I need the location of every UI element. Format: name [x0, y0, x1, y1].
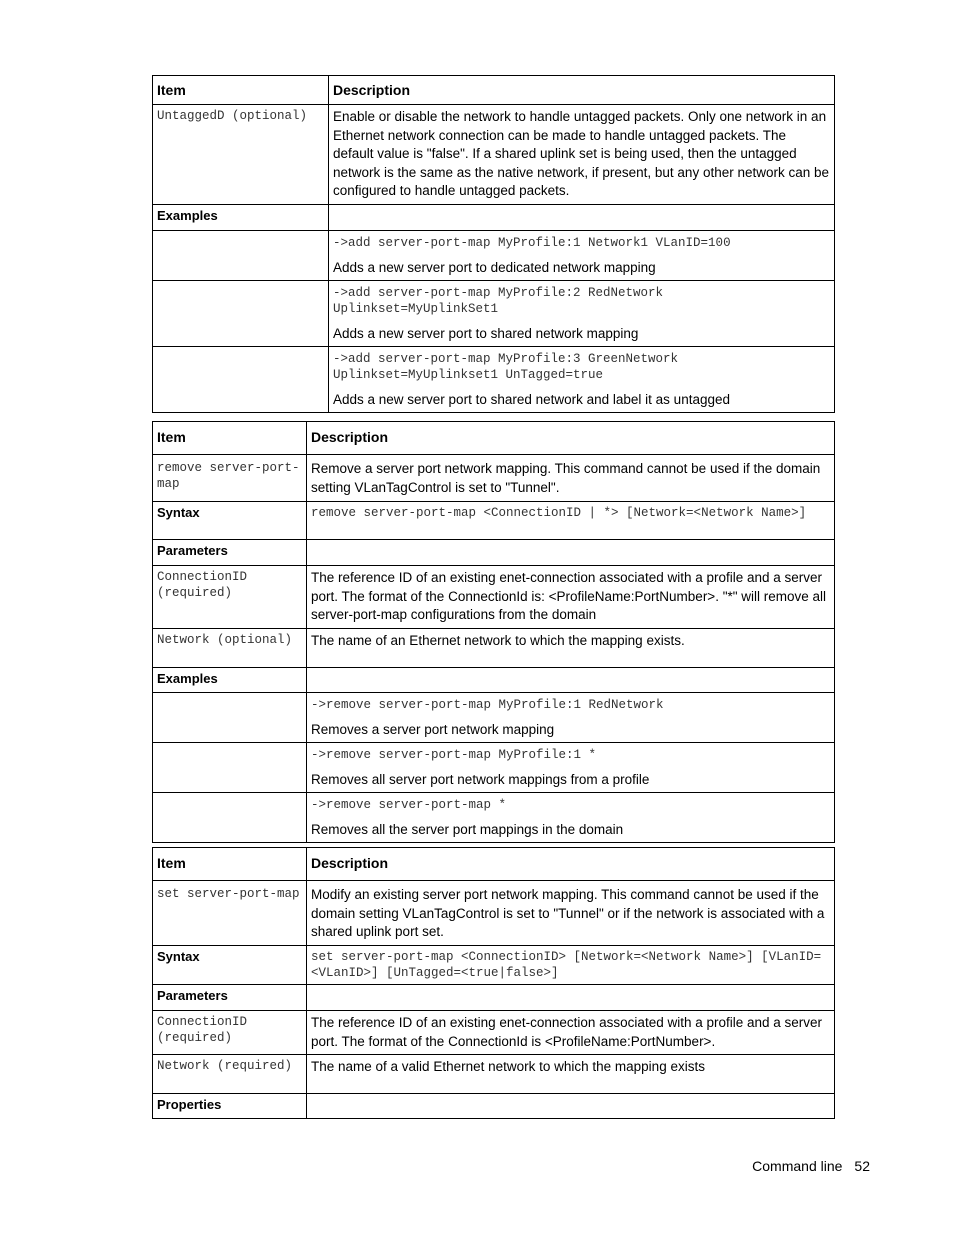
footer-section: Command line [752, 1158, 843, 1174]
param-name: ConnectionID (required) [157, 570, 248, 600]
param-row [153, 566, 835, 629]
param-description: The reference ID of an existing enet-connection associated with a profile and a server port. The format of the ConnectionId is: <ProfileName:PortNumber>. "*" will remove all server-port-map configurations from the domain [311, 570, 827, 622]
page-footer [740, 1158, 870, 1174]
table-header-row [153, 848, 835, 881]
parameters-label: Parameters [153, 985, 307, 1011]
param-row [153, 1055, 835, 1094]
syntax-label: Syntax [153, 502, 307, 540]
command-name: remove server-port-map [157, 461, 300, 491]
syntax-label: Syntax [153, 946, 307, 985]
param-name: UntaggedD (optional) [157, 109, 308, 123]
example-description: Adds a new server port to dedicated network mapping [333, 260, 656, 275]
table-row [153, 1094, 835, 1119]
param-row [153, 1011, 835, 1055]
example-row [153, 742, 835, 792]
example-description: Adds a new server port to shared network and label it as untagged [333, 392, 730, 407]
param-name: ConnectionID (required) [157, 1015, 248, 1045]
param-description: The name of a valid Ethernet network to which the mapping exists [311, 1059, 705, 1074]
example-row [153, 281, 835, 347]
header-description: Description [307, 422, 835, 455]
table-row [153, 205, 835, 231]
param-name: Network (required) [157, 1059, 293, 1073]
add-server-port-map-table [152, 75, 835, 413]
table-row [153, 667, 835, 692]
example-description: Removes all server port network mappings from a profile [311, 771, 650, 787]
remove-server-port-map-table [152, 421, 835, 843]
example-row [153, 347, 835, 413]
syntax-value: set server-port-map <ConnectionID> [Network=<Network Name>] [VLanID=<VLanID>] [UnTagged=<true|false>] [311, 950, 822, 980]
example-row [153, 231, 835, 281]
example-row [153, 792, 835, 842]
param-row [153, 628, 835, 667]
header-description: Description [329, 76, 835, 105]
syntax-value: remove server-port-map <ConnectionID | *> [Network=<Network Name>] [311, 506, 807, 520]
header-item: Item [153, 76, 329, 105]
header-description: Description [307, 848, 835, 881]
table-row [153, 881, 835, 946]
example-row [153, 692, 835, 742]
command-description: Remove a server port network mapping. This command cannot be used if the domain setting VLanTagControl is set to "Tunnel". [311, 461, 821, 495]
table-row [153, 455, 835, 502]
examples-label: Examples [153, 667, 307, 692]
table-row [153, 946, 835, 985]
header-item: Item [153, 848, 307, 881]
properties-label: Properties [153, 1094, 307, 1119]
example-command: ->remove server-port-map * [311, 797, 507, 812]
parameters-label: Parameters [153, 540, 307, 566]
param-description: Enable or disable the network to handle untagged packets. Only one network in an Ethernet network connection can be made to handle untagged packets. The default value is "false". If a shared uplink set is being used, then the untagged network is the same as the native network, if present, but any other network can be configured to handle untagged packets. [333, 109, 830, 198]
command-name: set server-port-map [157, 887, 300, 901]
example-description: Adds a new server port to shared network mapping [333, 326, 639, 341]
param-description: The name of an Ethernet network to which the mapping exists. [311, 632, 685, 648]
example-command: ->add server-port-map MyProfile:3 GreenNetwork Uplinkset=MyUplinkset1 UnTagged=true [333, 352, 679, 382]
example-description: Removes all the server port mappings in the domain [311, 821, 624, 837]
table-header-row [153, 76, 835, 105]
table-row [153, 540, 835, 566]
param-name: Network (optional) [157, 632, 293, 647]
page-number: 52 [854, 1158, 870, 1174]
examples-label: Examples [153, 205, 329, 231]
example-command: ->add server-port-map MyProfile:2 RedNetwork Uplinkset=MyUplinkSet1 [333, 286, 664, 316]
table-row [153, 105, 835, 205]
example-command: ->remove server-port-map MyProfile:1 * [311, 747, 597, 762]
table-row [153, 985, 835, 1011]
table-row [153, 502, 835, 540]
example-description: Removes a server port network mapping [311, 721, 555, 737]
param-description: The reference ID of an existing enet-connection associated with a profile and a server port. The format of the ConnectionId is <ProfileName:PortNumber>. [311, 1015, 823, 1049]
command-description: Modify an existing server port network mapping. This command cannot be used if the domain setting VLanTagControl is set to "Tunnel" or if the network is associated with a shared uplink port set. [311, 887, 825, 939]
example-command: ->add server-port-map MyProfile:1 Network1 VLanID=100 [333, 236, 731, 250]
header-item: Item [153, 422, 307, 455]
table-header-row [153, 422, 835, 455]
set-server-port-map-table [152, 847, 835, 1119]
example-command: ->remove server-port-map MyProfile:1 RedNetwork [311, 697, 664, 712]
